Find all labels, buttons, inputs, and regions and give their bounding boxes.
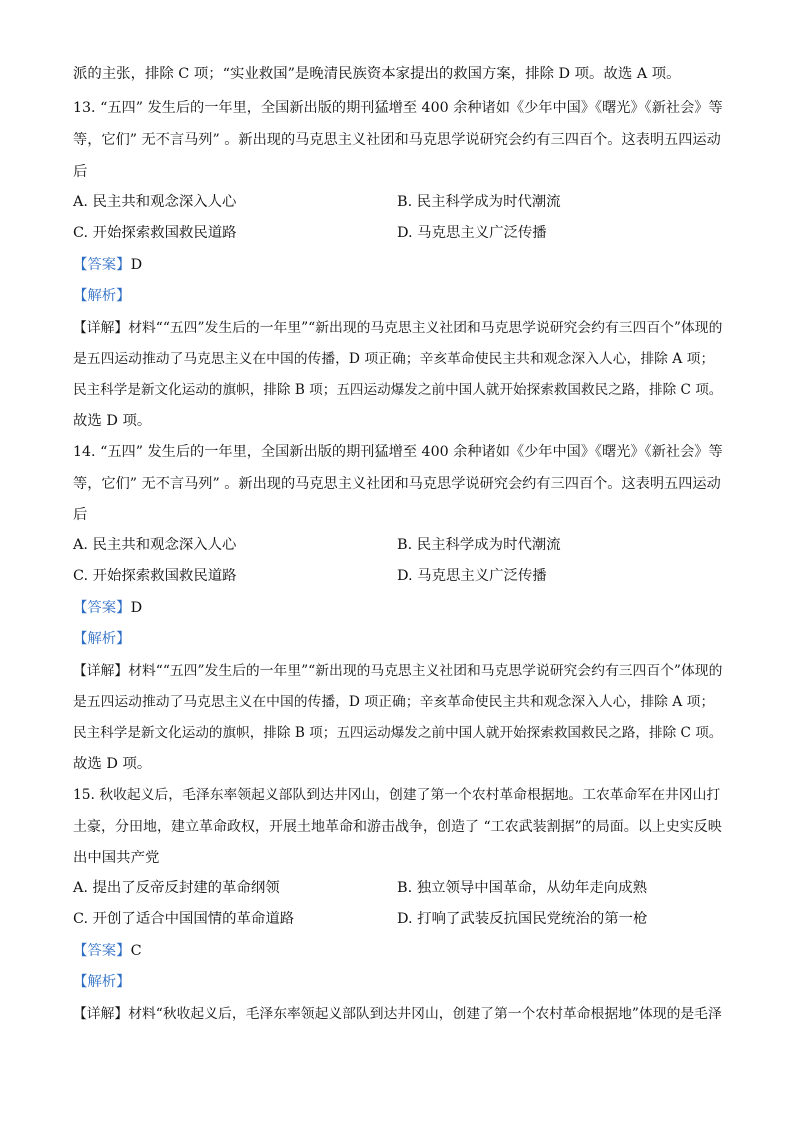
analysis-label: 【解析】 [73, 631, 131, 647]
q15-detail-line1 [73, 1004, 723, 1024]
q13-detail-line2: 是五四运动推动了马克思主义在中国的传播，D 项正确；辛亥革命使民主共和观念深入人心，排除 A 项； [73, 351, 715, 367]
q15-stem-line2: 土豪，分田地，建立革命政权，开展土地革命和游击战争，创造了 “工农武装割据”的局面。以上史实反映 [73, 819, 722, 835]
q13-stem-line3: 后 [73, 164, 88, 180]
q14-option-a: A. 民主共和观念深入人心 [73, 537, 237, 553]
detail-text: 材料““五四”发生后的一年里”“新出现的马克思主义社团和马克思学说研究会约有三四百个”体现的 [128, 663, 723, 679]
q14-answer [73, 598, 723, 618]
q14-stem-line1: 14. “五四” 发生后的一年里，全国新出版的期刊猛增至 400 余种诸如《少年中国》《曙光》《新社会》等 [73, 444, 723, 460]
q13-detail-line4: 故选 D 项。 [73, 413, 152, 429]
q13-option-a: A. 民主共和观念深入人心 [73, 194, 237, 210]
q15-stem-line1: 15. 秋收起义后，毛泽东率领起义部队到达井冈山，创建了第一个农村革命根据地。工农革命军在井冈山打 [73, 787, 721, 803]
q15-option-d: D. 打响了武装反抗国民党统治的第一枪 [397, 911, 648, 927]
analysis-label: 【解析】 [73, 288, 131, 304]
answer-value: D [130, 600, 143, 616]
q14-stem-line2: 等，它们” 无不言马列” 。新出现的马克思主义社团和马克思学说研究会约有三四百个。这表明五四运动 [73, 476, 721, 492]
q14-detail-line1 [73, 661, 723, 681]
q14-analysis [73, 629, 723, 649]
q15-stem-line3: 出中国共产党 [73, 850, 160, 866]
q14-option-d: D. 马克思主义广泛传播 [397, 568, 547, 584]
answer-label: 【答案】 [73, 600, 131, 616]
q13-option-b: B. 民主科学成为时代潮流 [397, 194, 561, 210]
q13-answer [73, 255, 723, 275]
q14-stem-line3: 后 [73, 507, 88, 523]
analysis-label: 【解析】 [73, 974, 131, 990]
q14-option-b: B. 民主科学成为时代潮流 [397, 537, 561, 553]
q14-option-c: C. 开始探索救国救民道路 [73, 568, 237, 584]
q15-option-c: C. 开创了适合中国国情的革命道路 [73, 911, 295, 927]
intro-text: 派的主张，排除 C 项；“实业救国”是晚清民族资本家提出的救国方案，排除 D 项。故选 A 项。 [73, 66, 681, 82]
q13-analysis [73, 286, 723, 306]
answer-label: 【答案】 [73, 943, 131, 959]
q13-option-c: C. 开始探索救国救民道路 [73, 225, 237, 241]
detail-label: 【详解】 [73, 663, 129, 679]
q14-detail-line2: 是五四运动推动了马克思主义在中国的传播，D 项正确；辛亥革命使民主共和观念深入人心，排除 A 项； [73, 694, 715, 710]
detail-label: 【详解】 [73, 320, 129, 336]
detail-text: 材料“秋收起义后，毛泽东率领起义部队到达井冈山，创建了第一个农村革命根据地”体现的是毛泽 [128, 1006, 722, 1022]
detail-label: 【详解】 [73, 1006, 129, 1022]
q15-analysis [73, 972, 723, 992]
q15-option-a: A. 提出了反帝反封建的革命纲领 [73, 880, 280, 896]
detail-text: 材料““五四”发生后的一年里”“新出现的马克思主义社团和马克思学说研究会约有三四百个”体现的 [128, 320, 723, 336]
q13-stem-line1: 13. “五四” 发生后的一年里，全国新出版的期刊猛增至 400 余种诸如《少年中国》《曙光》《新社会》等 [73, 100, 723, 116]
q13-stem-line2: 等，它们” 无不言马列” 。新出现的马克思主义社团和马克思学说研究会约有三四百个。这表明五四运动 [73, 132, 721, 148]
q15-answer [73, 941, 723, 961]
q13-detail-line1 [73, 318, 723, 338]
q15-option-b: B. 独立领导中国革命，从幼年走向成熟 [397, 880, 647, 896]
q13-option-d: D. 马克思主义广泛传播 [397, 225, 547, 241]
q13-detail-line3: 民主科学是新文化运动的旗帜，排除 B 项；五四运动爆发之前中国人就开始探索救国救民之路，排除 C 项。 [73, 382, 723, 398]
answer-label: 【答案】 [73, 257, 131, 273]
q14-detail-line4: 故选 D 项。 [73, 756, 152, 772]
answer-value: C [130, 943, 142, 959]
q14-detail-line3: 民主科学是新文化运动的旗帜，排除 B 项；五四运动爆发之前中国人就开始探索救国救民之路，排除 C 项。 [73, 725, 723, 741]
answer-value: D [130, 257, 143, 273]
